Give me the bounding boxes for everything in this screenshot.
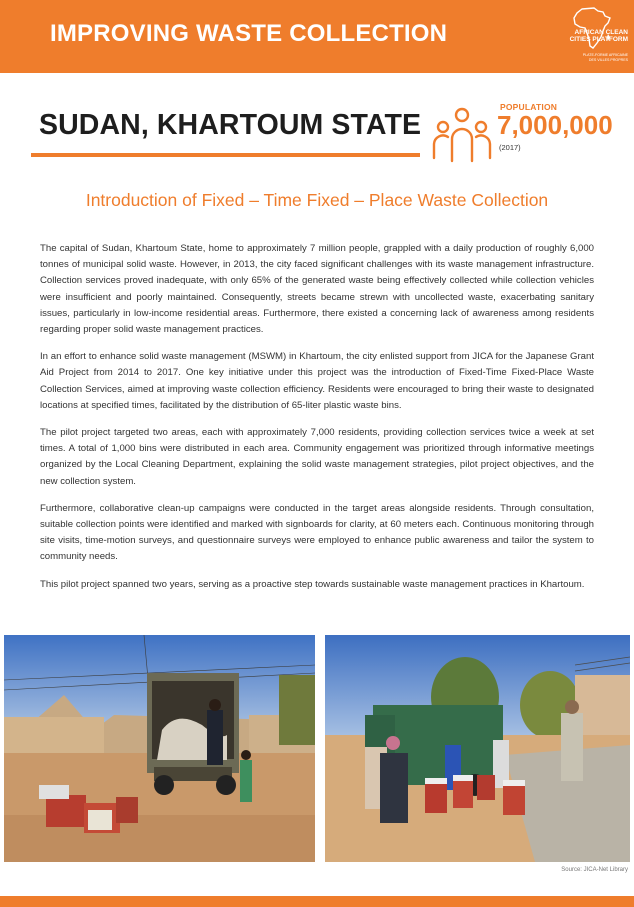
logo-text: AFRICAN CLEAN CITIES PLATFORM <box>569 29 628 43</box>
paragraph: The capital of Sudan, Khartoum State, home to approximately 7 million people, grappled with a daily production of roughly 6,000 tonnes of municipal solid waste. However, in 2013, the city faced significant challenges with its waste management infrastructure. Collection services proved inadequate, with only 65% of the generated waste being effectively collected while collection vehicles were insufficient and poorly maintained. Consequently, streets became strewn with uncollected waste, exacerbating sanitary issues, particularly in low-income residential areas. Furthermore, there existed a concerning lack of awareness among residents regarding proper solid waste management practices. <box>40 243 594 336</box>
logo-subtext: PLATE-FORME AFRICAINE DES VILLES PROPRES <box>582 53 628 62</box>
africa-map-icon <box>572 6 612 50</box>
population-label: POPULATION <box>500 102 558 112</box>
paragraph: This pilot project spanned two years, serving as a proactive step towards sustainable waste management practices in Khartoum. <box>40 578 585 590</box>
article-body <box>40 241 594 604</box>
region-title: SUDAN, KHARTOUM STATE <box>39 109 422 141</box>
photo-collection-point <box>325 635 630 862</box>
section-subtitle: Introduction of Fixed – Time Fixed – Place Waste Collection <box>85 190 549 210</box>
header-banner <box>0 0 634 73</box>
footer-bar <box>0 896 634 907</box>
photo-source-credit: Source: JICA-Net Library <box>561 867 628 873</box>
photo-garbage-truck-loading <box>4 635 315 862</box>
banner-title: IMPROVING WASTE COLLECTION <box>50 20 448 47</box>
people-group-icon <box>431 106 493 164</box>
population-year: (2017) <box>499 143 521 152</box>
paragraph: The pilot project targeted two areas, each with approximately 7,000 residents, providing collection services twice a week at set times. A total of 1,000 bins were distributed in each area. Community engagement was prioritized through informative meetings organized by the Local Cleaning Department, explaining the solid waste management strategies, pilot project objectives, and the new collection system. <box>40 427 594 487</box>
title-underline <box>31 153 420 157</box>
population-value: 7,000,000 <box>497 110 613 140</box>
acp-logo <box>538 4 630 70</box>
paragraph: Furthermore, collaborative clean-up campaigns were conducted in the target areas alongside residents. Through consultation, suitable collection points were identified and marked with signboards for clarity, at 60 meters each. Continuous monitoring through site visits, time-motion surveys, and questionnaire surveys were employed to enhance public awareness and tailor the system to community needs. <box>40 502 594 563</box>
paragraph: In an effort to enhance solid waste management (MSWM) in Khartoum, the city enlisted support from JICA for the Japanese Grant Aid Project from 2014 to 2017. One key initiative under this project was the introduction of Fixed-Time Fixed-Place Waste Collection Services, aimed at improving waste collection efficiency. Residents were encouraged to bring their waste to designated locations at specified times, facilitated by the distribution of 65-liter plastic waste bins. <box>40 351 594 411</box>
